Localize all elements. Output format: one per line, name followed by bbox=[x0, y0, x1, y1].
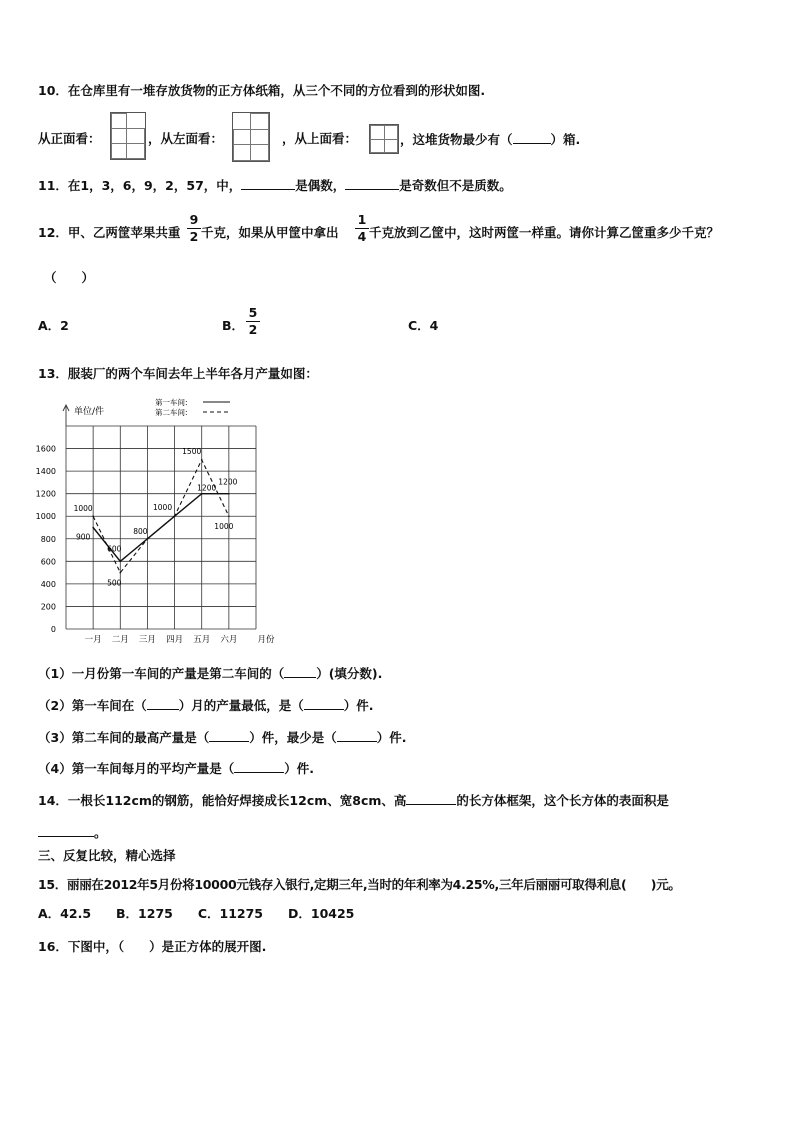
point-label: 900 bbox=[75, 532, 91, 542]
q16-text: 16．下图中，（ ）是正方体的展开图. bbox=[38, 939, 267, 954]
q15-options[interactable]: A．42.5 B．1275 C．11275 D．10425 bbox=[38, 906, 355, 921]
q12-option-b-fraction: 5 2 bbox=[246, 306, 260, 337]
data-point bbox=[201, 493, 203, 495]
q12-option-a[interactable]: A．2 bbox=[38, 318, 69, 333]
q10-top-label: ，从上面看： bbox=[282, 131, 358, 146]
q12-answer-paren[interactable]: （ ） bbox=[44, 270, 95, 285]
q11-line: 11．在1，3，6，9，2，57，中， 是偶数， 是奇数但不是质数。 bbox=[38, 178, 512, 193]
point-label: 1500 bbox=[182, 446, 202, 456]
q13-sub2-blank-month[interactable] bbox=[147, 697, 179, 710]
q10-front-label: 从正面看： bbox=[38, 131, 101, 146]
production-line-chart bbox=[36, 392, 286, 654]
q11-blank-odd[interactable] bbox=[345, 177, 399, 190]
x-tick-label: 六月 bbox=[220, 635, 238, 645]
q10-left-label: ，从左面看： bbox=[148, 131, 224, 146]
chart-legend bbox=[155, 397, 230, 417]
data-point bbox=[228, 515, 230, 517]
q14-line2: 。 bbox=[38, 824, 107, 841]
y-tick-label: 1200 bbox=[36, 489, 56, 499]
q15-text: 15．丽丽在2012年5月份将10000元钱存入银行,定期三年,当时的年利率为4.25%,三年后丽丽可取得利息( )元。 bbox=[38, 877, 681, 892]
point-label: 1200 bbox=[197, 483, 217, 493]
x-tick-label: 三月 bbox=[138, 635, 156, 645]
q12-text-b: 千克，如果从甲筐中拿出 bbox=[201, 225, 339, 240]
y-tick-label: 1600 bbox=[36, 444, 56, 454]
x-axis-label: 月份 bbox=[257, 635, 275, 645]
chart-labels bbox=[74, 447, 238, 588]
data-point bbox=[119, 572, 121, 574]
q12-text-c: 千克放到乙筐中，这时两筐一样重。请你计算乙筐重多少千克？ bbox=[369, 225, 720, 240]
data-point bbox=[92, 527, 94, 529]
x-tick-label: 四月 bbox=[166, 635, 184, 645]
section-3-heading: 三、反复比较，精心选择 bbox=[38, 848, 176, 863]
point-label: 1200 bbox=[218, 477, 238, 487]
q12-option-c[interactable]: C．4 bbox=[408, 318, 439, 333]
point-label: 1000 bbox=[214, 522, 234, 532]
q14-blank-height[interactable] bbox=[406, 792, 456, 805]
q12-option-b[interactable]: B． bbox=[222, 318, 245, 333]
legend-label-1: 第一车间: bbox=[155, 398, 188, 407]
point-label: 600 bbox=[107, 544, 122, 554]
q13-sub4: （4）第一车间每月的平均产量是（ ）件. bbox=[38, 761, 314, 776]
q13-sub1-blank[interactable] bbox=[284, 665, 316, 678]
data-point bbox=[92, 515, 94, 517]
q11-blank-even[interactable] bbox=[241, 177, 295, 190]
q14-blank-area[interactable] bbox=[38, 824, 94, 837]
q12-fraction-total: 9 2 bbox=[187, 213, 201, 244]
q13-sub4-blank[interactable] bbox=[234, 760, 284, 773]
q10-title: 10．在仓库里有一堆存放货物的正方体纸箱，从三个不同的方位看到的形状如图. bbox=[38, 83, 486, 98]
q13-sub3-blank-max[interactable] bbox=[209, 729, 249, 742]
front-view-figure bbox=[110, 112, 146, 160]
point-label: 1000 bbox=[73, 504, 93, 514]
q13-sub3-blank-min[interactable] bbox=[337, 729, 377, 742]
top-view-figure bbox=[369, 124, 399, 154]
data-point bbox=[228, 493, 230, 495]
point-label: 500 bbox=[107, 578, 122, 588]
y-tick-label: 600 bbox=[40, 557, 56, 567]
q13-sub3: （3）第二车间的最高产量是（ ）件，最少是（ ）件. bbox=[38, 730, 407, 745]
y-axis-label: 单位/件 bbox=[74, 407, 105, 417]
q12-fraction-moved: 1 4 bbox=[355, 213, 369, 244]
legend-label-2: 第二车间: bbox=[155, 408, 188, 417]
data-point bbox=[147, 538, 149, 540]
x-tick-label: 二月 bbox=[111, 635, 129, 645]
data-point bbox=[174, 515, 176, 517]
x-tick-label: 五月 bbox=[193, 635, 211, 645]
chart-axes bbox=[36, 405, 275, 645]
y-tick-label: 0 bbox=[50, 625, 56, 634]
point-label: 1000 bbox=[153, 503, 173, 513]
q13-title: 13．服装厂的两个车间去年上半年各月产量如图： bbox=[38, 366, 318, 381]
y-tick-label: 200 bbox=[40, 602, 56, 612]
y-tick-label: 800 bbox=[40, 534, 56, 544]
data-point bbox=[119, 561, 121, 563]
q10-answer-blank[interactable] bbox=[513, 131, 551, 144]
q13-sub2-blank-amount[interactable] bbox=[304, 697, 344, 710]
q14-line1: 14．一根长112cm的钢筋，能恰好焊接成长12cm、宽8cm、高 的长方体框架，这个长方体的表面积是 bbox=[38, 793, 669, 808]
y-tick-label: 1000 bbox=[36, 512, 56, 522]
y-tick-label: 400 bbox=[40, 579, 56, 589]
left-view-figure bbox=[232, 112, 270, 162]
y-tick-label: 1400 bbox=[36, 467, 56, 477]
q13-sub1: （1）一月份第一车间的产量是第二车间的（ ）(填分数). bbox=[38, 666, 383, 681]
q10-answer-line: ，这堆货物最少有（ ）箱. bbox=[400, 132, 581, 147]
data-point bbox=[201, 459, 203, 461]
q12-text-a: 12．甲、乙两筐苹果共重 bbox=[38, 225, 181, 240]
x-tick-label: 一月 bbox=[84, 635, 102, 645]
point-label: 800 bbox=[133, 526, 148, 536]
q13-sub2: （2）第一车间在（ ）月的产量最低，是（ ）件. bbox=[38, 698, 374, 713]
